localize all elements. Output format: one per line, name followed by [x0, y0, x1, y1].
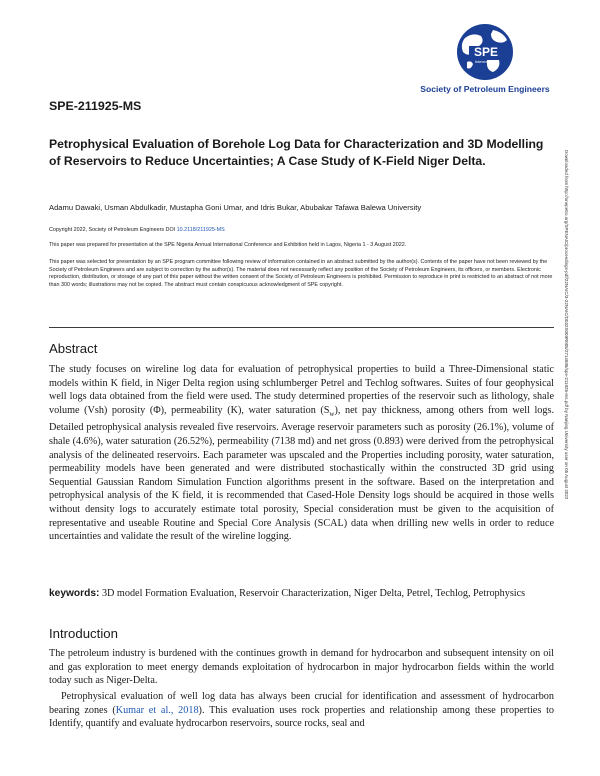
logo-mark-text: SPE — [473, 45, 499, 59]
spe-logo — [420, 22, 550, 102]
intro-paragraph-1: The petroleum industry is burdened with the continues growth in demand for hydrocarbon and subsequent intensity on oil and gas exploration to meet energy demands exploitation of hydrocarbon in major hydrocarbon fields within the world today such as Niger-Delta. — [49, 648, 554, 687]
intro-p2-text-a: Petrophysical evaluation of well log data has always been crucial for identification and assessment of hydrocarbon bearing zones ( — [49, 691, 554, 716]
intro-paragraph-2 — [49, 690, 554, 731]
spe-globe-icon — [443, 22, 527, 82]
citation-link[interactable]: Kumar et al., 2018 — [115, 704, 199, 716]
logo-sub-text: International — [474, 59, 498, 64]
abstract-heading: Abstract — [49, 341, 98, 356]
intro-p2-text-b: ). This evaluation uses rock properties and relationship among these properties to Identify, quantify and evaluate hydrocarbon reservoirs, source rocks, seal and — [49, 704, 554, 730]
society-name: Society of Petroleum Engineers — [420, 84, 550, 94]
author-list: Adamu Dawaki, Usman Abdulkadir, Mustapha Goni Umar, and Idris Bukar, Abubakar Tafawa Balewa University — [49, 203, 422, 212]
keywords-block — [49, 587, 554, 601]
paper-title: Petrophysical Evaluation of Borehole Log Data for Characterization and 3D Modelling of Reservoirs to Reduce Uncertainties; A Case Study of K-Field Niger Delta. — [49, 137, 544, 168]
introduction-heading: Introduction — [49, 626, 118, 641]
download-note: Downloaded from http://onepetro.org/SPENAIC/proceedings-pdf/22NAIC/3-22NAIC/D032S009R005/2714595/spe-211925-ms.pdf by Nanjing University user on 05 August 2022 — [564, 150, 569, 500]
doi-link[interactable]: 10.2118/211925-MS — [176, 227, 225, 233]
keywords-label: keywords: — [49, 588, 100, 599]
selection-note: This paper was selected for presentation by an SPE program committee following review of information contained in an abstract submitted by the author(s). Contents of the paper have not been reviewed by the Society of Petroleum Engineers and are subject to correction by the author(s). The material does not necessarily reflect any position of the Society of Petroleum Engineers, its officers, or members. Electronic reproduction, distribution, or storage of any part of this paper without the written consent of the Society of Petroleum Engineers is prohibited. Permission to reproduce in print is restricted to an abstract of not more than 300 words; illustrations may not be copied. The abstract must contain conspicuous acknowledgment of SPE copyright. — [49, 259, 553, 288]
keywords-text: 3D model Formation Evaluation, Reservoir Characterization, Niger Delta, Petrel, Techlog, Petrophysics — [99, 588, 526, 599]
abstract-text-a: The study focuses on wireline log data for evaluation of petrophysical properties to build a Three-Dimensional static models within K field, in Niger Delta region using schlumberger Petrel and Techlog softwares. Suites of four geophysical well logs data obtained from the field were used. The study determined properties of the reservoir such as lithology, shale volume (Vsh) porosity (Φ), permeability (K), water saturation (S — [49, 364, 554, 416]
copyright-text: Copyright 2022, Society of Petroleum Engineers DOI — [49, 227, 176, 233]
copyright-line — [49, 227, 557, 235]
paper-id: SPE-211925-MS — [49, 99, 142, 113]
abstract-subscript: w — [329, 409, 335, 418]
abstract-body — [49, 363, 554, 544]
abstract-text-b: ), net pay thickness, among others from well logs. Detailed petrophysical analysis revealed five reservoirs. Average reservoir parameters such as porosity (26.1%), volume of shale (4.6%), water saturation (26.52%), permeability (7138 md) and net gross (0.893) were derived from the petrophysical analysis of the delineated reservoirs. Each parameter was upscaled and the Properties including porosity, water saturation, permeability models have been generated and were distributed stochastically within the constructed 3D grid using Sequential Gaussian Random Simulation Function algorithms present in the software. Based on the interpretation and petrophysical analysis of the K field, it is recommended that Cased-Hole Density logs should be acquired in those wells without density logs to accurately estimate total porosity, Special consideration must be given to the acquisition of representative and useable Routine and Special Core Analysis (SCAL) data when drilling new wells in order to reduce uncertainties and validate the result of the wireline logging. — [49, 404, 554, 543]
prepared-note: This paper was prepared for presentation at the SPE Nigeria Annual International Conference and Exhibition held in Lagos, Nigeria 1 - 3 August 2022. — [49, 242, 407, 248]
section-divider — [49, 327, 554, 328]
